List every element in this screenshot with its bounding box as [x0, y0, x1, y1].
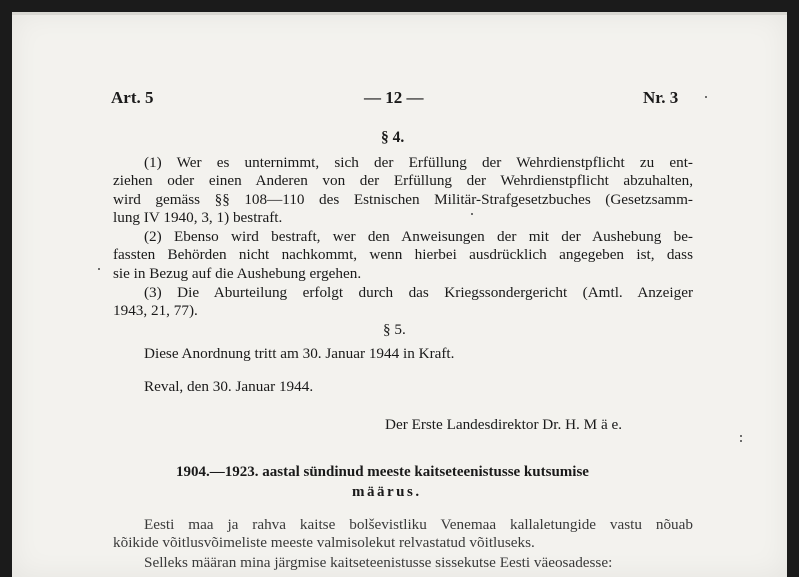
section-4-paragraph-1 [113, 154, 693, 228]
section-4-paragraph-3 [113, 284, 693, 321]
article-label: Art. 5 [111, 88, 154, 107]
text-line: wird gemäss §§ 108—110 des Estnischen Militär-Strafgesetzbuches (Gesetzsamm- [113, 190, 693, 208]
ordinance-title-line-1: 1904.—1923. aastal sündinud meeste kaitseteenistusse kutsumise [176, 464, 589, 480]
text-line: (2) Ebenso wird bestraft, wer den Anweisungen der mit der Aushebung be- [144, 228, 693, 245]
text-line: Eesti maa ja rahva kaitse bolševistliku Venemaa kallaletungide vastu nõuab [144, 516, 693, 533]
issue-number: Nr. 3 [643, 88, 679, 107]
document-page [12, 12, 787, 577]
print-speck [740, 440, 742, 442]
text-line: ziehen oder einen Anderen von der Erfüllung der Wehrdienstpflicht abzuhalten, [113, 172, 693, 190]
text-line: kõikide võitlusvõimeliste meeste valmisolekut relvastatud võitluseks. [113, 534, 535, 552]
section-4-heading: § 4. [381, 129, 405, 146]
print-speck [98, 268, 100, 270]
section-4-paragraph-2 [113, 228, 693, 283]
ordinance-paragraph-2: Selleks määran mina järgmise kaitseteenistusse sissekutse Eesti väeosadesse: [144, 554, 613, 571]
text-line: fassten Behörden nicht nachkommt, wenn hierbei ausdrücklich angegeben ist, dass [113, 246, 693, 264]
print-speck [740, 435, 742, 437]
ordinance-paragraph-1 [113, 516, 693, 553]
section-5-text: Diese Anordnung tritt am 30. Januar 1944 in Kraft. [144, 345, 455, 362]
text-line: lung IV 1940, 3, 1) bestraft. [113, 209, 283, 227]
text-line: 1943, 21, 77). [113, 302, 198, 320]
print-speck [705, 96, 707, 98]
text-line: (3) Die Aburteilung erfolgt durch das Kriegssondergericht (Amtl. Anzeiger [144, 284, 693, 301]
place-date: Reval, den 30. Januar 1944. [144, 378, 314, 395]
signature: Der Erste Landesdirektor Dr. H. M ä e. [385, 416, 623, 433]
text-line: (1) Wer es unternimmt, sich der Erfüllung der Wehrdienstpflicht zu ent- [144, 154, 693, 171]
ordinance-title-line-2: määrus. [352, 484, 422, 500]
print-speck [471, 213, 473, 215]
section-5-heading: § 5. [383, 321, 406, 338]
page-edge [12, 12, 787, 15]
text-line: sie in Bezug auf die Aushebung ergehen. [113, 264, 362, 282]
page-number: — 12 — [364, 88, 424, 107]
